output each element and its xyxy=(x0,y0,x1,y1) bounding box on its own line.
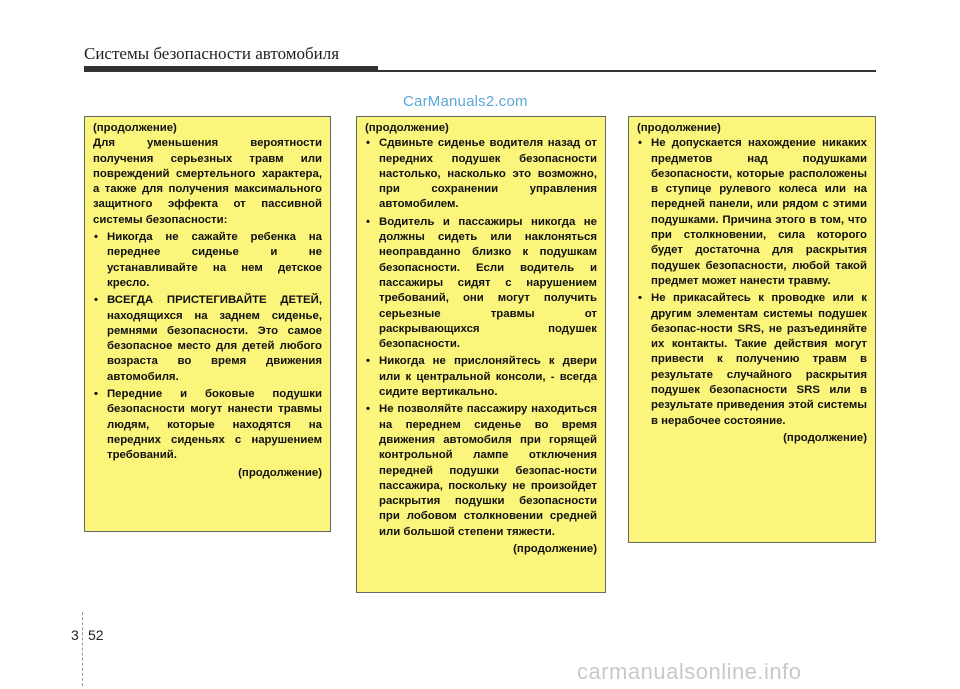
bullet-icon: • xyxy=(638,292,642,305)
watermark-bottom-link[interactable]: carmanualsonline.info xyxy=(577,659,802,684)
bullet-icon: • xyxy=(366,137,370,150)
list-item: • Не позволяйте пассажиру находиться на переднем сиденье во время движения автомобиля при горящей контрольной лампе отключения передней подушки безопас-ности пассажира, поскольку не произойдет раскрытия подушки безопасности при лобовом столкновении средней или большой степени тяжести. xyxy=(366,403,597,538)
continued-label-bottom: (продолжение) xyxy=(783,431,867,444)
chapter-number: 3 xyxy=(71,627,79,643)
list-item: • Водитель и пассажиры никогда не должны сидеть или наклоняться неоправданно близко к подушкам безопасности. Если водитель и пассажиры сидят с нарушением требований, они могут получить серьезные травмы от раскрывающихся подушек безопасности. xyxy=(366,215,597,351)
bullet-list xyxy=(637,136,867,429)
watermark-top-link[interactable]: CarManuals2.com xyxy=(403,93,528,110)
list-item: • Не допускается нахождение никаких предметов над подушками безопасности, которые расположены в ступице рулевого колеса или на передней панели, или рядом с этими подушками. Причина этого в том, что при столкновении, сила которого будет достаточна для раскрытия подушек безопасности, любой такой предмет может нанести травму. xyxy=(638,137,867,287)
bullet-list xyxy=(365,136,597,540)
warning-box-right xyxy=(628,116,876,543)
bullet-icon: • xyxy=(366,215,370,228)
page-header-title: Системы безопасности автомобиля xyxy=(84,44,340,63)
bullet-list xyxy=(93,230,322,463)
header-rule xyxy=(84,70,876,72)
bullet-icon: • xyxy=(94,231,98,244)
bullet-icon: • xyxy=(638,137,642,150)
list-item: • Не прикасайтесь к проводке или к другим элементам системы подушек безопас-ности SRS, не разъединяйте их контакты. Такие действия могут привести к получению травм в результате случайного раскрытия подушек безопасности SRS или в результате приведения этой системы в нерабочее состояние. xyxy=(638,292,867,427)
warning-box-middle xyxy=(356,116,606,593)
intro-paragraph: Для уменьшения вероятности получения серьезных травм или повреждений смертельного характера, а также для получения максимального защитного эффекта от пассивной системы безопасности: xyxy=(93,137,322,226)
list-item: • Никогда не сажайте ребенка на переднее сиденье и не устанавливайте на нем детское кресло. xyxy=(94,231,322,289)
continued-label-top: (продолжение) xyxy=(93,122,177,134)
list-item: • Передние и боковые подушки безопасности могут нанести травмы людям, которые находятся на передних сиденьях с нарушением требований. xyxy=(94,388,322,462)
continued-label-top: (продолжение) xyxy=(637,122,721,134)
continued-label-bottom: (продолжение) xyxy=(238,466,322,479)
bullet-icon: • xyxy=(94,388,98,401)
footer-divider xyxy=(82,612,83,686)
list-item: • Никогда не прислоняйтесь к двери или к центральной консоли, - всегда сидите вертикально. xyxy=(366,355,597,399)
list-item: • Сдвиньте сиденье водителя назад от передних подушек безопасности настолько, насколько это возможно, при сохранении управления автомобилем. xyxy=(366,137,597,211)
continued-label-bottom: (продолжение) xyxy=(513,543,597,556)
warning-box-left xyxy=(84,116,331,532)
bullet-icon: • xyxy=(94,294,98,307)
bullet-icon: • xyxy=(366,355,370,368)
list-item: • ВСЕГДА ПРИСТЕГИВАЙТЕ ДЕТЕЙ, находящихся на заднем сиденье, ремнями безопасности. Это самое безопасное место для детей любого возраста во время движения автомобиля. xyxy=(94,294,322,383)
continued-label-top: (продолжение) xyxy=(365,122,449,134)
bullet-icon: • xyxy=(366,403,370,416)
page-number: 52 xyxy=(88,627,104,643)
